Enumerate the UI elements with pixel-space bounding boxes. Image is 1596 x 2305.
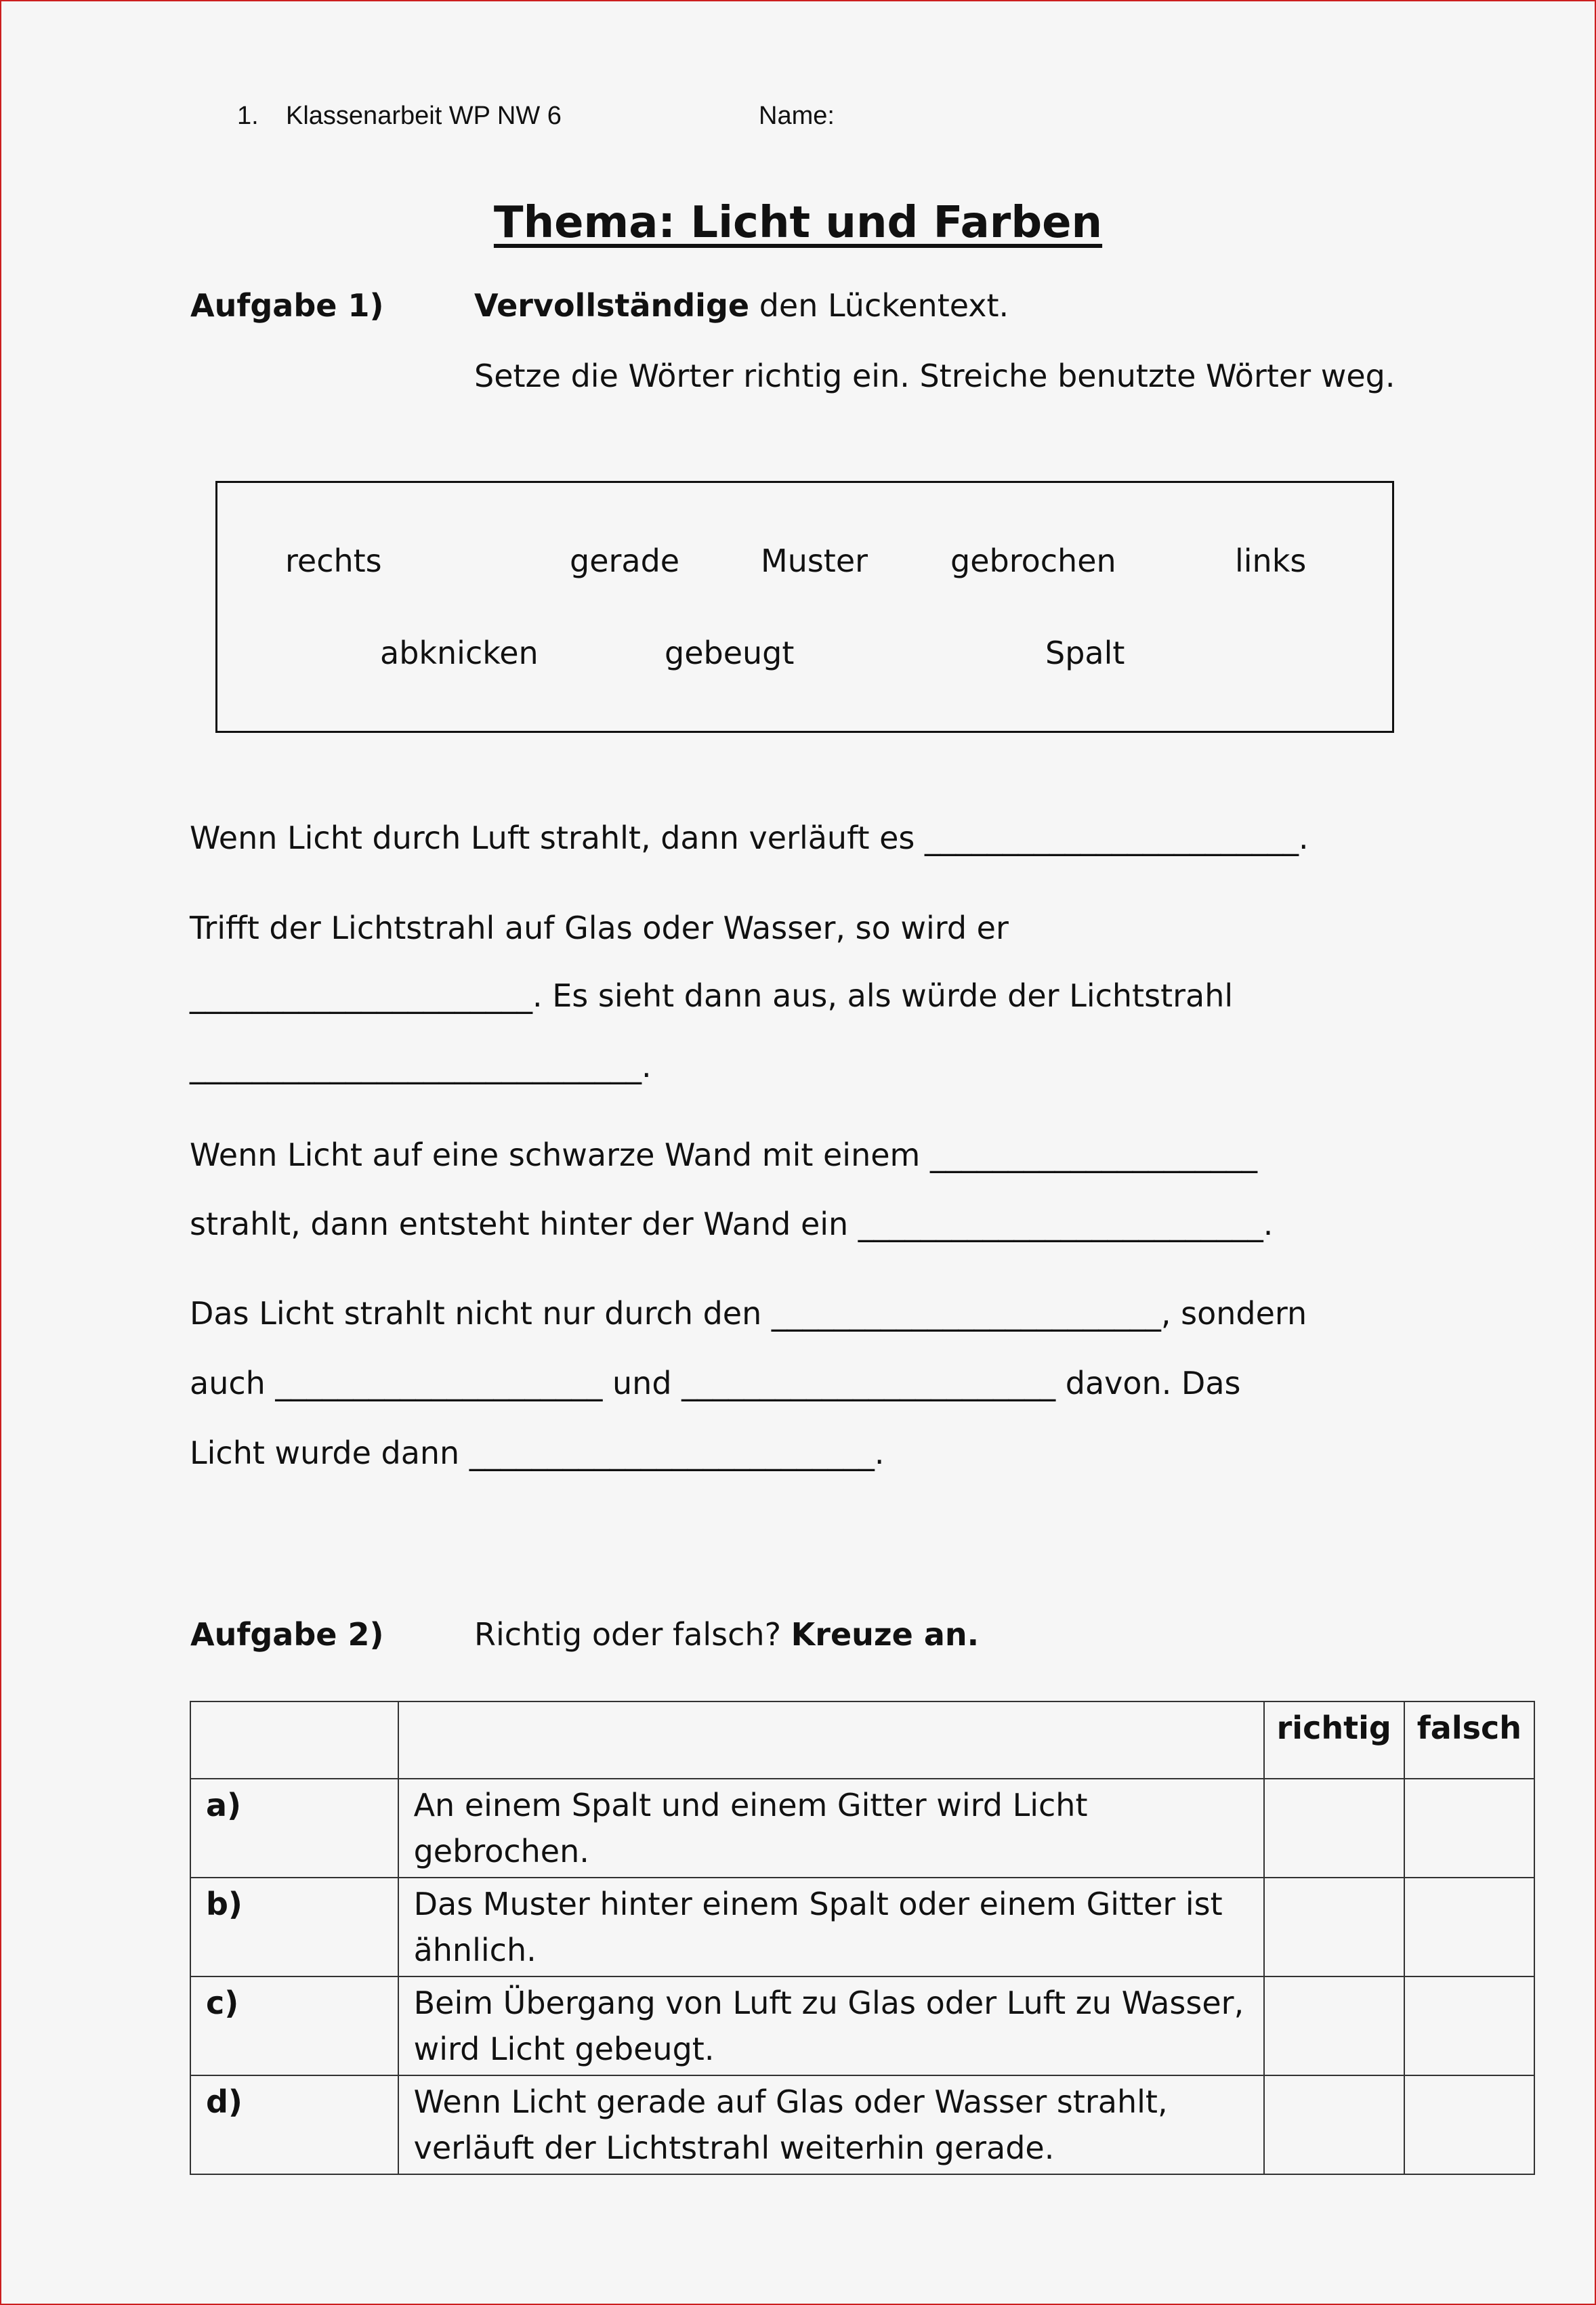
table-row bbox=[190, 1976, 1534, 2075]
word-item: Muster bbox=[761, 543, 868, 579]
row-statement: An einem Spalt und einem Gitter wird Licht gebrochen. bbox=[398, 1779, 1264, 1878]
richtig-checkbox-cell[interactable] bbox=[1264, 1976, 1404, 2075]
name-label: Name: bbox=[759, 102, 835, 130]
word-item: rechts bbox=[285, 543, 382, 579]
header-number: 1. bbox=[237, 102, 259, 130]
task2-label: Aufgabe 2) bbox=[190, 1616, 384, 1653]
cloze-line: strahlt, dann entsteht hinter der Wand ein __________________________. bbox=[190, 1206, 1274, 1242]
row-label: c) bbox=[190, 1976, 398, 2075]
table-header-row bbox=[190, 1701, 1534, 1779]
word-item: gebrochen bbox=[950, 543, 1116, 579]
row-label: a) bbox=[190, 1779, 398, 1878]
richtig-checkbox-cell[interactable] bbox=[1264, 1878, 1404, 1976]
word-bank bbox=[215, 481, 1394, 733]
word-item: abknicken bbox=[380, 635, 539, 671]
table-row bbox=[190, 2075, 1534, 2174]
cloze-line: Licht wurde dann __________________________. bbox=[190, 1435, 885, 1471]
task1-instruction bbox=[474, 287, 1009, 324]
header-title: Klassenarbeit WP NW 6 bbox=[286, 102, 562, 130]
word-item: gebeugt bbox=[665, 635, 795, 671]
table-row bbox=[190, 1779, 1534, 1878]
header-cell bbox=[190, 1701, 398, 1779]
task1-instruction2: Setze die Wörter richtig ein. Streiche benutzte Wörter weg. bbox=[474, 358, 1395, 394]
falsch-checkbox-cell[interactable] bbox=[1404, 2075, 1534, 2174]
falsch-checkbox-cell[interactable] bbox=[1404, 1878, 1534, 1976]
word-item: Spalt bbox=[1045, 635, 1125, 671]
row-label: d) bbox=[190, 2075, 398, 2174]
richtig-checkbox-cell[interactable] bbox=[1264, 1779, 1404, 1878]
row-statement: Beim Übergang von Luft zu Glas oder Luft zu Wasser, wird Licht gebeugt. bbox=[398, 1976, 1264, 2075]
task1-instruction-bold: Vervollständige bbox=[474, 287, 750, 324]
row-label: b) bbox=[190, 1878, 398, 1976]
richtig-checkbox-cell[interactable] bbox=[1264, 2075, 1404, 2174]
table-row bbox=[190, 1878, 1534, 1976]
cloze-line: _____________________________. bbox=[190, 1048, 652, 1084]
page-title: Thema: Licht und Farben bbox=[493, 198, 1103, 248]
cloze-line: Trifft der Lichtstrahl auf Glas oder Wasser, so wird er bbox=[190, 910, 1009, 946]
cloze-line: ______________________. Es sieht dann aus, als würde der Lichtstrahl bbox=[190, 977, 1234, 1014]
task2-instruction-bold: Kreuze an. bbox=[791, 1616, 980, 1653]
word-item: gerade bbox=[570, 543, 680, 579]
word-item: links bbox=[1235, 543, 1307, 579]
falsch-checkbox-cell[interactable] bbox=[1404, 1976, 1534, 2075]
task2-instruction bbox=[474, 1616, 979, 1653]
falsch-checkbox-cell[interactable] bbox=[1404, 1779, 1534, 1878]
cloze-line: Das Licht strahlt nicht nur durch den _________________________, sondern bbox=[190, 1295, 1307, 1332]
task1-label: Aufgabe 1) bbox=[190, 287, 384, 324]
header-cell bbox=[398, 1701, 1264, 1779]
cloze-line: auch _____________________ und ________________________ davon. Das bbox=[190, 1365, 1241, 1401]
true-false-table bbox=[190, 1701, 1535, 2175]
header-richtig: richtig bbox=[1264, 1701, 1404, 1779]
row-statement: Das Muster hinter einem Spalt oder einem Gitter ist ähnlich. bbox=[398, 1878, 1264, 1976]
task2-instruction-text: Richtig oder falsch? bbox=[474, 1616, 791, 1653]
row-statement: Wenn Licht gerade auf Glas oder Wasser strahlt, verläuft der Lichtstrahl weiterhin gerade. bbox=[398, 2075, 1264, 2174]
cloze-line: Wenn Licht durch Luft strahlt, dann verläuft es ________________________. bbox=[190, 820, 1309, 856]
header-falsch: falsch bbox=[1404, 1701, 1534, 1779]
cloze-line: Wenn Licht auf eine schwarze Wand mit einem _____________________ bbox=[190, 1137, 1257, 1173]
task1-instruction-rest: den Lückentext. bbox=[749, 287, 1009, 324]
